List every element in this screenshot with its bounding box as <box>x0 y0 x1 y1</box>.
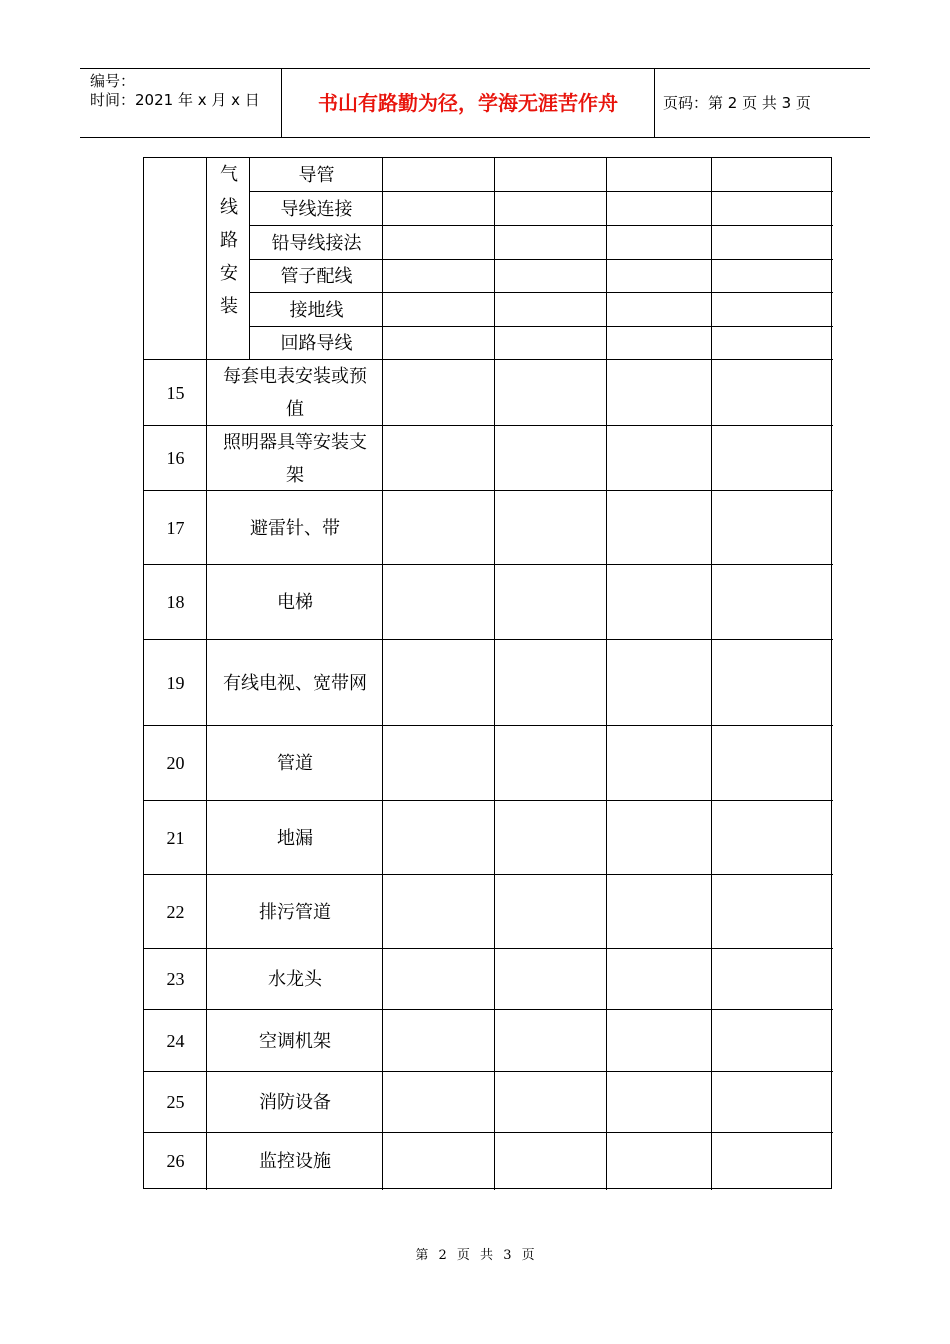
group-label-char: 路 <box>220 230 238 251</box>
group-label-char: 装 <box>220 296 238 317</box>
sub-item-cell: 管子配线 <box>280 266 353 287</box>
row-number: 16 <box>166 448 185 468</box>
row-number: 26 <box>166 1151 185 1171</box>
group-label-char: 气 <box>220 164 238 185</box>
row-item-name: 照明器具等安装支架 <box>223 431 367 486</box>
document-number-label: 编号： <box>90 72 136 90</box>
row-item-name: 电梯 <box>277 592 313 613</box>
row-number: 24 <box>166 1030 185 1051</box>
row-number: 23 <box>166 969 185 989</box>
document-header <box>80 68 870 138</box>
inspection-table <box>143 157 832 1189</box>
row-number: 22 <box>166 901 185 922</box>
sub-item-cell: 接地线 <box>289 299 344 321</box>
table-col-border <box>711 158 712 1190</box>
group-label-char: 线 <box>220 197 238 218</box>
row-item-name: 排污管道 <box>259 901 331 923</box>
header-divider <box>654 69 655 137</box>
row-number: 25 <box>166 1092 185 1112</box>
row-item-name: 每套电表安装或预值 <box>223 366 367 420</box>
row-item-name: 避雷针、带 <box>250 517 340 539</box>
row-number: 21 <box>166 827 185 848</box>
group-label-char: 安 <box>220 263 238 284</box>
row-item-name: 水龙头 <box>268 969 322 990</box>
row-item-name: 管道 <box>277 753 313 774</box>
row-number: 20 <box>166 753 185 773</box>
table-col-border <box>606 158 607 1190</box>
row-number: 17 <box>166 517 185 538</box>
row-item-name: 有线电视、宽带网 <box>223 672 367 694</box>
document-date: 时间：2021 年 x 月 x 日 <box>90 91 260 109</box>
row-item-name: 地漏 <box>277 827 313 849</box>
row-item-name: 空调机架 <box>259 1030 331 1052</box>
table-col-border <box>494 158 495 1190</box>
group-label-vertical <box>218 158 240 323</box>
page-footer: 第 2 页 共 3 页 <box>415 1248 535 1263</box>
row-number: 18 <box>166 592 185 612</box>
sub-item-cell: 铅导线接法 <box>271 232 362 254</box>
header-page-info: 页码：第 2 页 共 3 页 <box>663 94 811 112</box>
row-number: 19 <box>166 672 185 693</box>
row-item-name: 消防设备 <box>259 1092 331 1113</box>
row-item-name: 监控设施 <box>259 1151 331 1172</box>
sub-item-cell: 导管 <box>298 164 335 186</box>
header-motto: 书山有路勤为径，学海无涯苦作舟 <box>318 91 618 115</box>
sub-item-cell: 导线连接 <box>280 198 353 220</box>
row-number: 15 <box>166 382 185 403</box>
sub-item-cell: 回路导线 <box>280 333 353 354</box>
